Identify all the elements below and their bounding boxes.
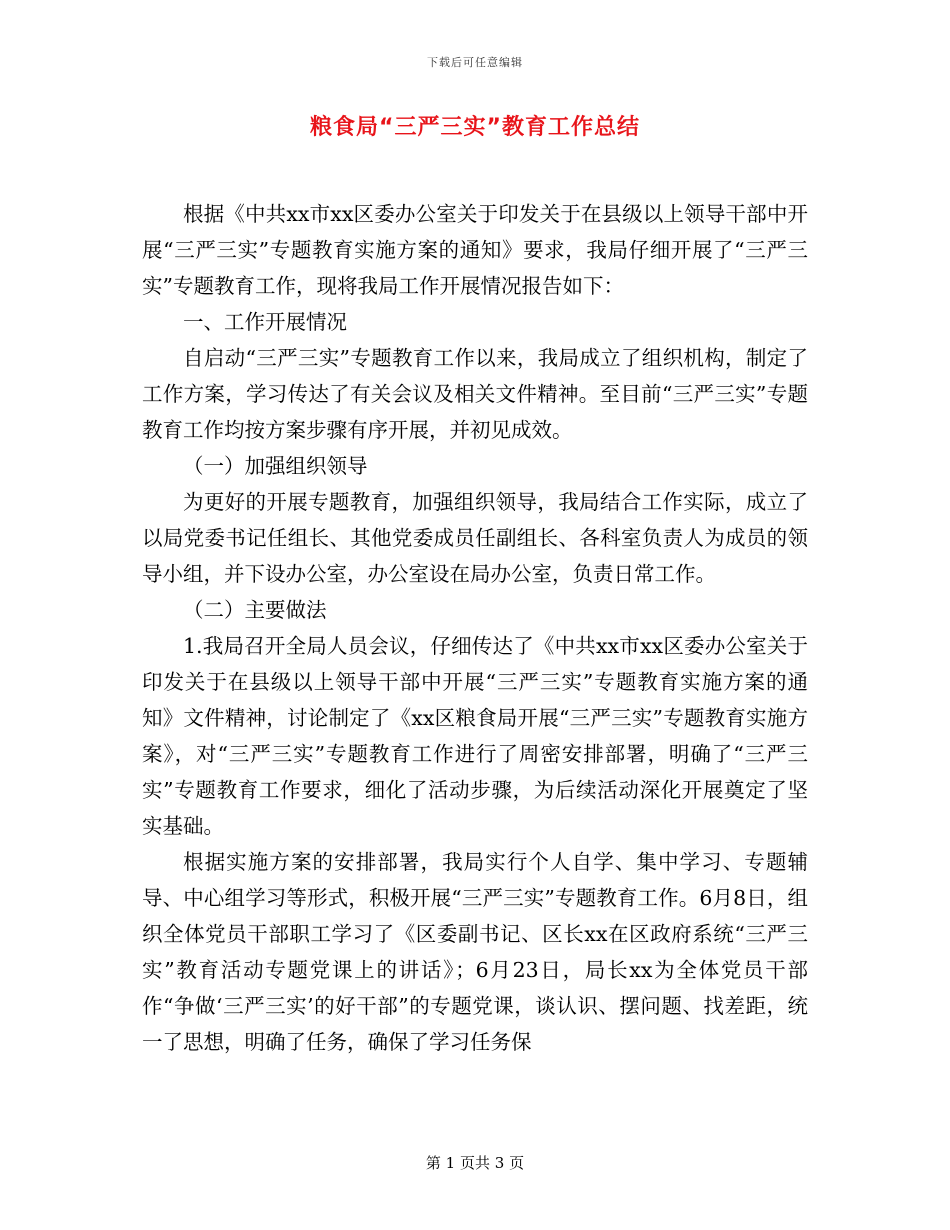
page-indicator: 第 1 页共 3 页 bbox=[425, 1154, 525, 1172]
header-note: 下载后可任意编辑 bbox=[427, 56, 523, 69]
paragraph-intro: 根据《中共xx市xx区委办公室关于印发关于在县级以上领导干部中开展“三严三实”专题教育实施方案的通知》要求，我局仔细开展了“三严三实”专题教育工作，现将我局工作开展情况报告如下： bbox=[142, 202, 808, 298]
paragraph-item-1: 1.我局召开全局人员会议，仔细传达了《中共xx市xx区委办公室关于印发关于在县级以上领导干部中开展“三严三实”专题教育实施方案的通知》文件精神，讨论制定了《xx区粮食局开展“三严三实”专题教育实施方案》，对“三严三实”专题教育工作进行了周密安排部署，明确了“三严三实”专题教育工作要求，细化了活动步骤，为后续活动深化开展奠定了坚实基础。 bbox=[142, 634, 808, 838]
document-title: 粮食局“三严三实”教育工作总结 bbox=[310, 115, 640, 140]
heading-section-1: 一、工作开展情况 bbox=[183, 310, 347, 334]
heading-subsection-1: （一）加强组织领导 bbox=[183, 454, 368, 478]
heading-subsection-2: （二）主要做法 bbox=[183, 598, 327, 622]
paragraph-section-1: 自启动“三严三实”专题教育工作以来，我局成立了组织机构，制定了工作方案，学习传达了有关会议及相关文件精神。至目前“三严三实”专题教育工作均按方案步骤有序开展，并初见成效。 bbox=[142, 346, 808, 442]
paragraph-item-1-continued: 根据实施方案的安排部署，我局实行个人自学、集中学习、专题辅导、中心组学习等形式，积极开展“三严三实”专题教育工作。6月8日，组织全体党员干部职工学习了《区委副书记、区长xx在区政府系统“三严三实”教育活动专题党课上的讲话》；6月23日，局长xx为全体党员干部作“争做‘三严三实’的好干部”的专题党课，谈认识、摆问题、找差距，统一了思想，明确了任务，确保了学习任务保 bbox=[142, 850, 808, 1054]
paragraph-subsection-1: 为更好的开展专题教育，加强组织领导，我局结合工作实际，成立了以局党委书记任组长、其他党委成员任副组长、各科室负责人为成员的领导小组，并下设办公室，办公室设在局办公室，负责日常工作。 bbox=[142, 490, 808, 586]
document-body bbox=[142, 196, 808, 1060]
